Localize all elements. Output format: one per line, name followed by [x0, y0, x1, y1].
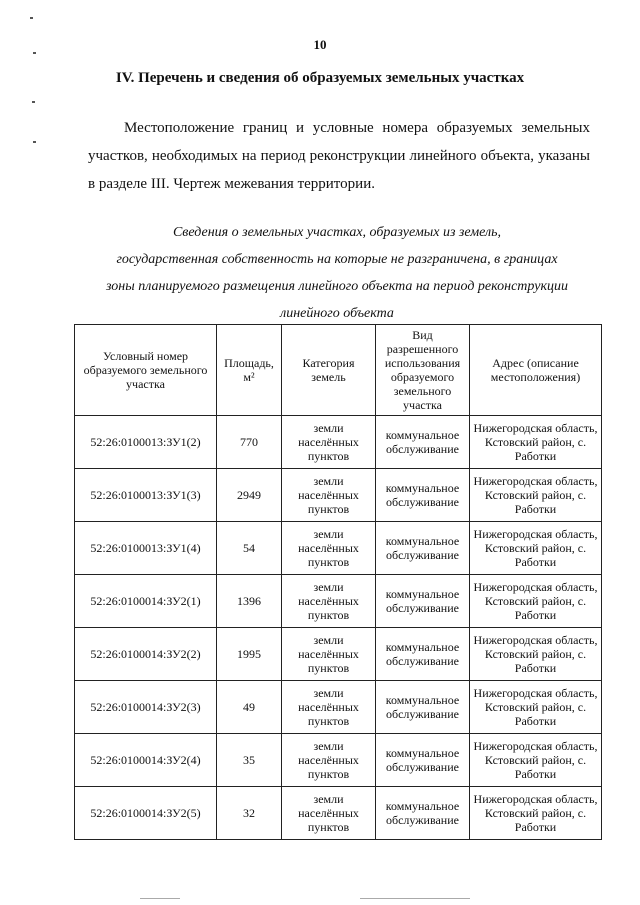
cell-usage: коммунальное обслуживание — [376, 469, 470, 522]
table-row — [75, 416, 602, 469]
cell-area: 1396 — [217, 575, 282, 628]
cell-address: Нижегородская область, Кстовский район, с. Работки — [470, 416, 602, 469]
header-area: Площадь, м² — [217, 325, 282, 416]
cell-address: Нижегородская область, Кстовский район, с. Работки — [470, 628, 602, 681]
table-row — [75, 681, 602, 734]
cell-address: Нижегородская область, Кстовский район, с. Работки — [470, 681, 602, 734]
page-number: 10 — [313, 37, 327, 52]
table-header-row — [75, 325, 602, 416]
cell-area: 54 — [217, 522, 282, 575]
caption-line: линейного объекта — [280, 306, 394, 321]
caption-line: государственная собственность на которые не разграничена, в границах — [116, 252, 558, 267]
cell-usage: коммунальное обслуживание — [376, 575, 470, 628]
cell-number: 52:26:0100014:ЗУ2(4) — [75, 734, 217, 787]
table-row — [75, 628, 602, 681]
header-number: Условный номер образуемого земельного участка — [75, 325, 217, 416]
cell-category: земли населённых пунктов — [282, 469, 376, 522]
cell-category: земли населённых пунктов — [282, 787, 376, 840]
cell-address: Нижегородская область, Кстовский район, с. Работки — [470, 522, 602, 575]
scan-mark — [30, 17, 33, 19]
caption-line: зоны планируемого размещения линейного объекта на период реконструкции — [106, 279, 568, 294]
cell-number: 52:26:0100014:ЗУ2(2) — [75, 628, 217, 681]
cell-usage: коммунальное обслуживание — [376, 734, 470, 787]
caption-line: Сведения о земельных участках, образуемых из земель, — [172, 225, 502, 240]
table-row — [75, 575, 602, 628]
cell-category: земли населённых пунктов — [282, 734, 376, 787]
cell-category: земли населённых пунктов — [282, 522, 376, 575]
cell-area: 770 — [217, 416, 282, 469]
scan-mark — [32, 101, 35, 103]
cell-category: земли населённых пунктов — [282, 575, 376, 628]
cell-category: земли населённых пунктов — [282, 681, 376, 734]
intro-paragraph: Местоположение границ и условные номера образуемых земельных участков, необходимых на период реконструкции линейного объекта, указаны в разделе III. Чертеж межевания территории. — [88, 120, 590, 192]
cell-area: 35 — [217, 734, 282, 787]
cell-area: 49 — [217, 681, 282, 734]
scan-line — [140, 898, 180, 899]
cell-category: земли населённых пунктов — [282, 628, 376, 681]
table-row — [75, 522, 602, 575]
cell-address: Нижегородская область, Кстовский район, с. Работки — [470, 787, 602, 840]
header-address: Адрес (описание местоположения) — [470, 325, 602, 416]
cell-number: 52:26:0100013:ЗУ1(3) — [75, 469, 217, 522]
table-row — [75, 469, 602, 522]
section-title: IV. Перечень и сведения об образуемых земельных участках — [115, 70, 525, 86]
cell-address: Нижегородская область, Кстовский район, с. Работки — [470, 734, 602, 787]
cell-area: 2949 — [217, 469, 282, 522]
table-row — [75, 787, 602, 840]
land-plots-table — [74, 324, 602, 840]
cell-number: 52:26:0100013:ЗУ1(2) — [75, 416, 217, 469]
header-category: Категория земель — [282, 325, 376, 416]
table-row — [75, 734, 602, 787]
cell-usage: коммунальное обслуживание — [376, 787, 470, 840]
cell-usage: коммунальное обслуживание — [376, 522, 470, 575]
cell-area: 1995 — [217, 628, 282, 681]
cell-category: земли населённых пунктов — [282, 416, 376, 469]
scan-mark — [33, 141, 36, 143]
cell-usage: коммунальное обслуживание — [376, 416, 470, 469]
cell-address: Нижегородская область, Кстовский район, с. Работки — [470, 469, 602, 522]
header-usage: Вид разрешенного использования образуемого земельного участка — [376, 325, 470, 416]
cell-number: 52:26:0100014:ЗУ2(3) — [75, 681, 217, 734]
cell-number: 52:26:0100014:ЗУ2(1) — [75, 575, 217, 628]
table-caption — [64, 219, 610, 327]
cell-area: 32 — [217, 787, 282, 840]
cell-number: 52:26:0100013:ЗУ1(4) — [75, 522, 217, 575]
cell-address: Нижегородская область, Кстовский район, с. Работки — [470, 575, 602, 628]
cell-usage: коммунальное обслуживание — [376, 681, 470, 734]
cell-usage: коммунальное обслуживание — [376, 628, 470, 681]
scan-line — [360, 898, 470, 899]
cell-number: 52:26:0100014:ЗУ2(5) — [75, 787, 217, 840]
